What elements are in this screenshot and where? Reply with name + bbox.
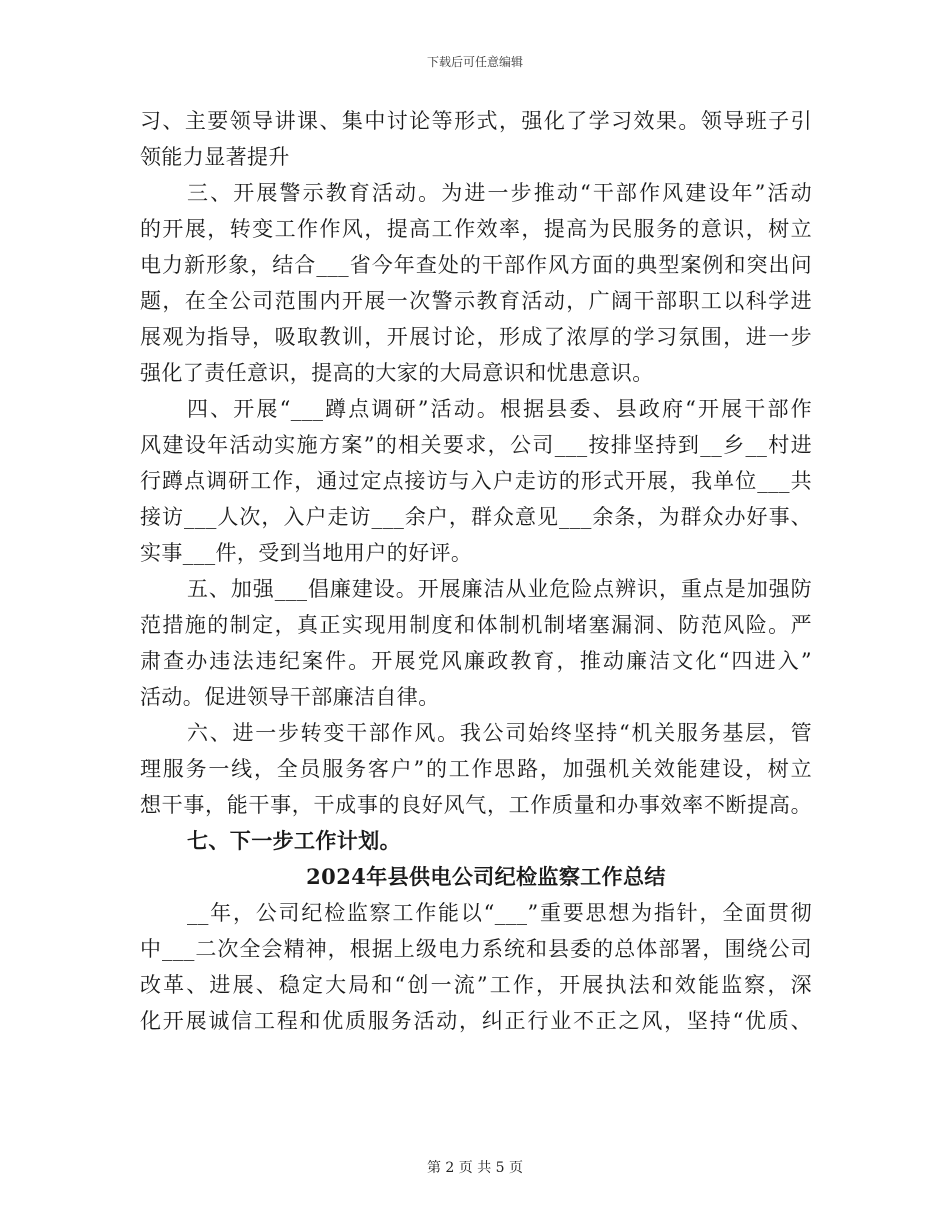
- paragraph-start: 四、开展“___蹲点调研”活动。根据县委、县政府“开展干部作: [187, 397, 812, 421]
- paragraph-start: 六、进一步转变干部作风。我公司始终坚持“机关服务基层，管: [187, 721, 812, 745]
- text-line: 活动。促进领导干部廉洁自律。: [140, 685, 440, 709]
- page-header: 下载后可任意编辑: [426, 55, 523, 69]
- text-line: 行蹲点调研工作，通过定点接访与入户走访的形式开展，我单位___共: [140, 469, 812, 493]
- text-line: 风建设年活动实施方案”的相关要求，公司___按排坚持到__乡__村进: [140, 433, 812, 457]
- text-line: 实事___件，受到当地用户的好评。: [140, 541, 473, 565]
- text-line: 强化了责任意识，提高的大家的大局意识和忧患意识。: [140, 361, 654, 385]
- text-line: 习、主要领导讲课、集中讨论等形式，强化了学习效果。领导班子引: [140, 109, 812, 133]
- page-number: 第 2 页 共 5 页: [426, 1160, 524, 1176]
- paragraph-start: 五、加强___倡廉建设。开展廉洁从业危险点辨识，重点是加强防: [187, 577, 812, 601]
- section-heading: 七、下一步工作计划。: [187, 828, 401, 853]
- text-line: 范措施的制定，真正实现用制度和体制机制堵塞漏洞、防范风险。严: [140, 613, 812, 637]
- text-line: 领能力显著提升: [140, 145, 290, 169]
- text-line: 接访___人次，入户走访___余户，群众意见___余条，为群众办好事、: [140, 505, 812, 529]
- document-title: 2024年县供电公司纪检监察工作总结: [306, 864, 666, 889]
- text-line: 肃查办违法违纪案件。开展党风廉政教育，推动廉洁文化“四进入”: [140, 649, 812, 673]
- text-line: 想干事，能干事，干成事的良好风气，工作质量和办事效率不断提高。: [140, 793, 812, 817]
- text-line: 题，在全公司范围内开展一次警示教育活动，广阔干部职工以科学进: [140, 289, 812, 313]
- paragraph-start: __年，公司纪检监察工作能以“___”重要思想为指针，全面贯彻: [187, 901, 812, 925]
- text-line: 电力新形象，结合___省今年查处的干部作风方面的典型案例和突出问: [140, 253, 812, 277]
- paragraph-start: 三、开展警示教育活动。为进一步推动“干部作风建设年”活动: [187, 181, 812, 205]
- document-body: [140, 103, 812, 1039]
- text-line: 化开展诚信工程和优质服务活动，纠正行业不正之风，坚持“优质、: [140, 1009, 812, 1033]
- text-line: 展观为指导，吸取教训，开展讨论，形成了浓厚的学习氛围，进一步: [140, 325, 812, 349]
- text-line: 中___二次全会精神，根据上级电力系统和县委的总体部署，围绕公司: [140, 937, 812, 961]
- text-line: 的开展，转变工作作风，提高工作效率，提高为民服务的意识，树立: [140, 217, 812, 241]
- text-line: 理服务一线，全员服务客户”的工作思路，加强机关效能建设，树立: [140, 757, 812, 781]
- text-line: 改革、进展、稳定大局和“创一流”工作，开展执法和效能监察，深: [140, 973, 812, 997]
